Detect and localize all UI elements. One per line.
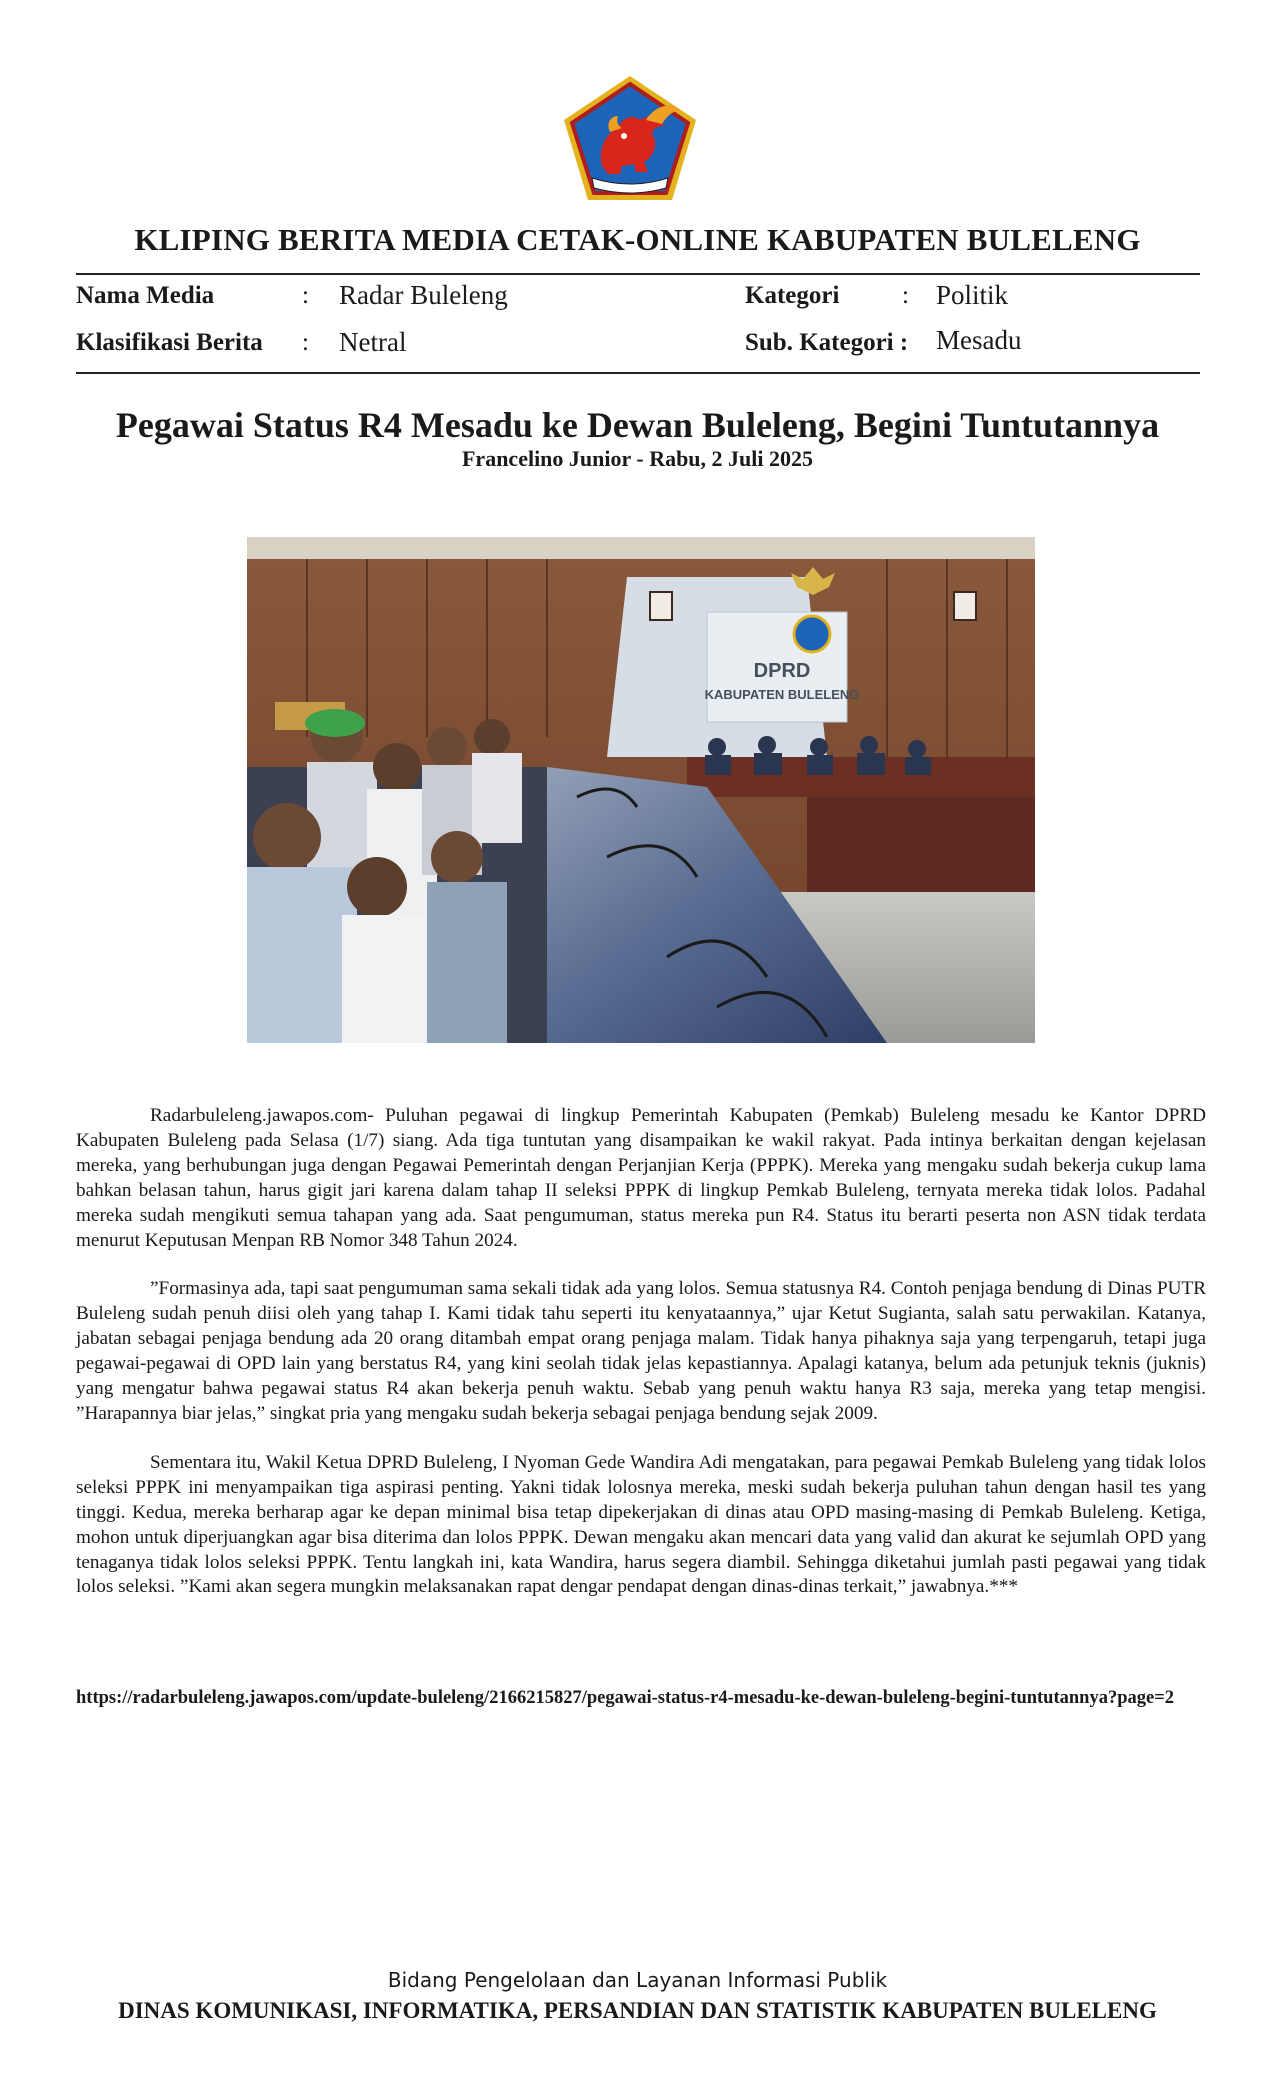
media-name-value: Radar Buleleng [339, 280, 508, 310]
category-colon: : [902, 282, 909, 309]
photo-sign-dprd: DPRD [753, 660, 811, 682]
news-classification-value: Netral [339, 327, 407, 357]
header-top-divider [76, 273, 1200, 275]
source-url-link[interactable]: https://radarbuleleng.jawapos.com/update-buleleng/2166215827/pegawai-status-r4-mesadu-ke-dewan-buleleng-begini-tuntutannya?page=2 [76, 1688, 1174, 1708]
subcategory-label: Sub. Kategori : [745, 329, 909, 356]
clipping-header-title: KLIPING BERITA MEDIA CETAK-ONLINE KABUPATEN BULELENG [134, 222, 1141, 257]
article-body [76, 1104, 1206, 1624]
article-photo [247, 537, 1035, 1043]
article-byline: Francelino Junior - Rabu, 2 Juli 2025 [461, 446, 814, 471]
header-bottom-divider [76, 372, 1200, 374]
footer-agency: DINAS KOMUNIKASI, INFORMATIKA, PERSANDIAN DAN STATISTIK KABUPATEN BULELENG [118, 1998, 1157, 2023]
category-value: Politik [936, 280, 1009, 310]
buleleng-regency-emblem-icon [562, 74, 698, 202]
article-title: Pegawai Status R4 Mesadu ke Dewan Buleleng, Begini Tuntutannya [115, 405, 1160, 445]
category-label: Kategori [745, 282, 840, 309]
article-paragraph-3: Sementara itu, Wakil Ketua DPRD Buleleng, I Nyoman Gede Wandira Adi mengatakan, para pegawai Pemkab Buleleng yang tidak lolos seleksi PPPK ini menyampaikan tiga aspirasi penting. Yakni tidak lolosnya mereka, meski sudah bekerja puluhan tahun dengan hasil tes yang tinggi. Kedua, mereka berharap agar ke depan minimal bisa tetap dipekerjakan di dinas atau OPD masing-masing di Pemkab Buleleng. Ketiga, mohon untuk diperjuangkan agar bisa diterima dan lolos PPPK. Dewan mengaku akan mencari data yang valid dan akurat ke sejumlah OPD yang tenaganya tidak lolos seleksi PPPK. Tentu langkah ini, kata Wandira, harus segera diambil. Sehingga diketahui jumlah pasti pegawai yang tidak lolos seleksi. ”Kami akan segera mungkin melaksanakan rapat dengar pendapat dengan dinas-dinas terkait,” jawabnya.*** [76, 1451, 1206, 1598]
media-name-colon: : [302, 282, 309, 309]
news-classification-label: Klasifikasi Berita [76, 329, 263, 356]
article-paragraph-2: ”Formasinya ada, tapi saat pengumuman sama sekali tidak ada yang lolos. Semua statusnya R4. Contoh penjaga bendung di Dinas PUTR Buleleng sudah penuh diisi oleh yang tahap I. Kami tidak tahu seperti itu kenyataannya,” ujar Ketut Sugianta, salah satu perwakilan. Katanya, jabatan sebagai penjaga bendung ada 20 orang ditambah empat orang penjaga malam. Tidak hanya pihaknya saja yang terpengaruh, tetapi juga pegawai-pegawai di OPD lain yang berstatus R4, yang kini seolah tidak jelas kepastiannya. Apalagi katanya, belum ada petunjuk teknis (juknis) yang mengatur bahwa pegawai status R4 akan bekerja penuh waktu. Sebab yang penuh waktu hanya R3 saja, mereka yang tetap mengisi. ”Harapannya biar jelas,” singkat pria yang mengaku sudah bekerja sebagai penjaga bendung sejak 2009. [76, 1278, 1206, 1424]
footer-department: Bidang Pengelolaan dan Layanan Informasi Publik [387, 1968, 888, 1992]
news-classification-colon: : [302, 329, 309, 356]
photo-sign-kabupaten: KABUPATEN BULELENG [704, 687, 860, 702]
subcategory-value: Mesadu [936, 325, 1022, 355]
article-paragraph-1: Radarbuleleng.jawapos.com- Puluhan pegawai di lingkup Pemerintah Kabupaten (Pemkab) Buleleng mesadu ke Kantor DPRD Kabupaten Buleleng pada Selasa (1/7) siang. Ada tiga tuntutan yang disampaikan ke wakil rakyat. Pada intinya berkaitan dengan kejelasan mereka, yang berhubungan juga dengan Pegawai Pemerintah dengan Perjanjian Kerja (PPPK). Mereka yang mengaku sudah bekerja cukup lama bahkan belasan tahun, harus gigit jari karena dalam tahap II seleksi PPPK di lingkup Pemkab Buleleng, ternyata mereka tidak lolos. Padahal mereka sudah mengikuti semua tahapan yang ada. Saat pengumuman, status mereka pun R4. Status itu berarti peserta non ASN tidak terdata menurut Keputusan Menpan RB Nomor 348 Tahun 2024. [76, 1105, 1206, 1251]
media-name-label: Nama Media [76, 282, 215, 309]
